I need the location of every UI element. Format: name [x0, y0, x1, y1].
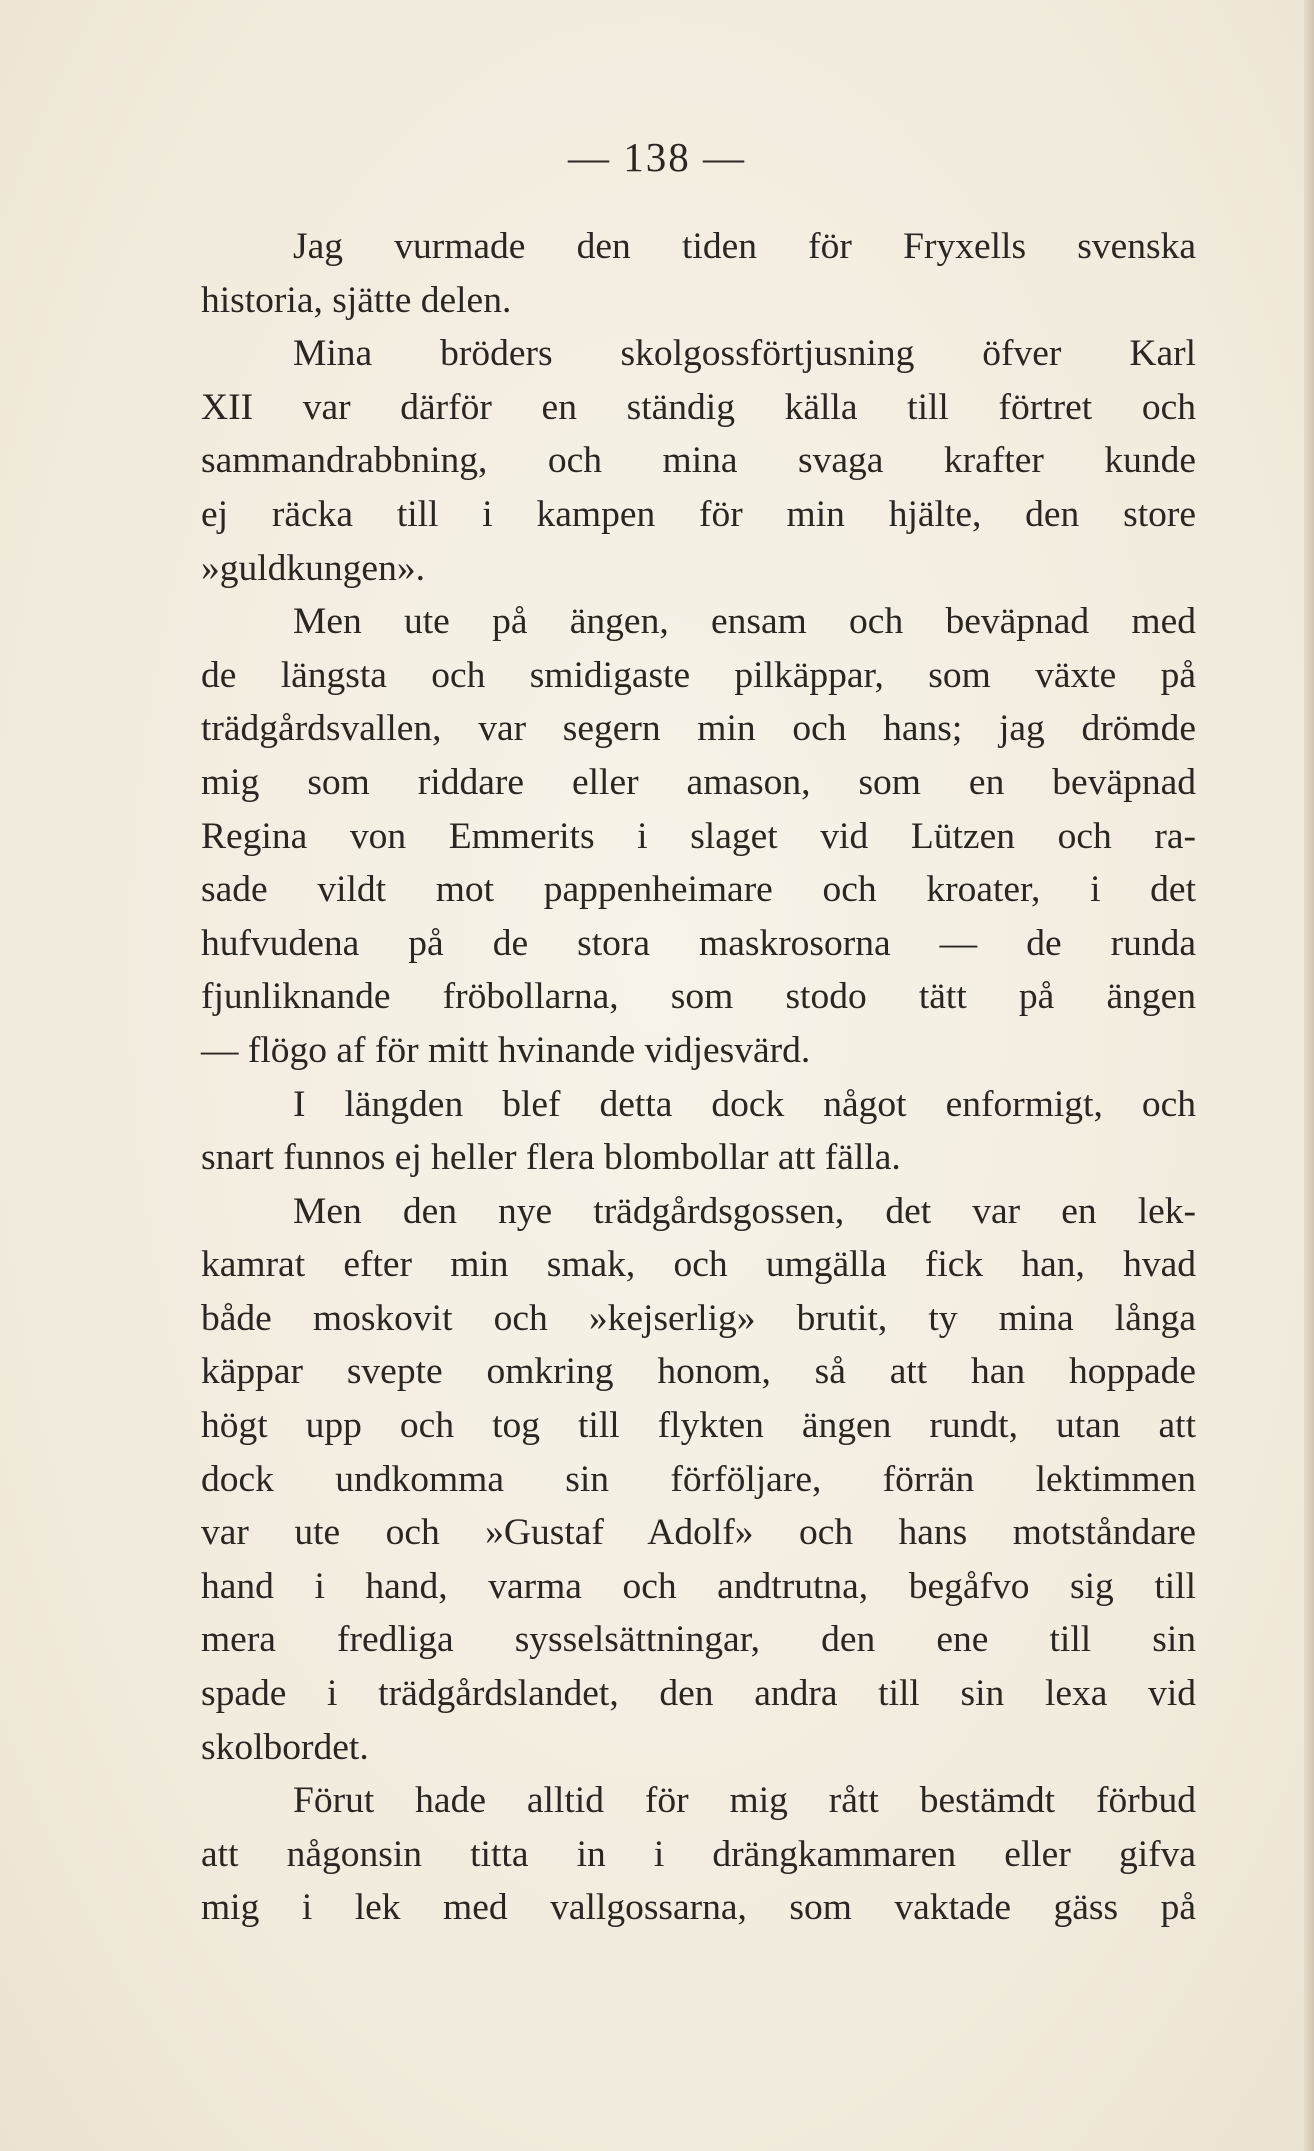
text-line: både moskovit och »kejserlig» brutit, ty mina långa: [201, 1297, 1196, 1339]
text-line: snart funnos ej heller flera blombollar att fälla.: [201, 1137, 901, 1179]
text-line: dock undkomma sin förföljare, förrän lektimmen: [201, 1458, 1196, 1500]
text-line: Förut hade alltid för mig rått bestämdt förbud: [293, 1780, 1196, 1822]
text-line: sammandrabbning, och mina svaga krafter kunde: [201, 440, 1196, 482]
text-line: högt upp och tog till flykten ängen rundt, utan att: [201, 1405, 1196, 1447]
text-line: Men ute på ängen, ensam och beväpnad med: [293, 601, 1196, 643]
text-line: skolbordet.: [201, 1726, 369, 1768]
text-line: Jag vurmade den tiden för Fryxells svenska: [293, 226, 1196, 267]
text-line: XII var därför en ständig källa till förtret och: [201, 386, 1196, 428]
text-line: ej räcka till i kampen för min hjälte, den store: [201, 493, 1196, 535]
text-line: hufvudena på de stora maskrosorna — de runda: [201, 922, 1196, 964]
text-line: — flögo af för mitt hvinande vidjesvärd.: [201, 1029, 811, 1071]
text-line: mig i lek med vallgossarna, som vaktade gäss på: [201, 1887, 1196, 1929]
text-line: var ute och »Gustaf Adolf» och hans motståndare: [201, 1512, 1196, 1554]
text-line: trädgårdsvallen, var segern min och hans; jag drömde: [201, 708, 1196, 750]
page-number: — 138 —: [568, 134, 746, 180]
text-line: att någonsin titta in i drängkammaren eller gifva: [201, 1833, 1196, 1875]
text-line: mera fredliga sysselsättningar, den ene till sin: [201, 1619, 1196, 1661]
text-line: käppar svepte omkring honom, så att han hoppade: [201, 1351, 1196, 1393]
text-line: kamrat efter min smak, och umgälla fick han, hvad: [201, 1244, 1196, 1286]
text-line: fjunliknande fröbollarna, som stodo tätt på ängen: [201, 976, 1196, 1018]
text-line: Men den nye trädgårdsgossen, det var en lek-: [293, 1190, 1196, 1232]
text-line: hand i hand, varma och andtrutna, begåfvo sig till: [201, 1565, 1196, 1607]
text-line: mig som riddare eller amason, som en beväpnad: [201, 761, 1196, 803]
text-line: »guldkungen».: [201, 547, 425, 589]
text-line: Mina bröders skolgossförtjusning öfver Karl: [293, 333, 1196, 375]
text-line: historia, sjätte delen.: [201, 279, 512, 321]
text-line: de längsta och smidigaste pilkäppar, som växte på: [201, 654, 1196, 696]
text-line: sade vildt mot pappenheimare och kroater, i det: [201, 869, 1196, 911]
text-line: Regina von Emmerits i slaget vid Lützen och ra-: [201, 815, 1196, 857]
text-line: spade i trädgårdslandet, den andra till sin lexa vid: [201, 1673, 1196, 1715]
page-edge-shadow: [1304, 0, 1314, 2151]
text-line: I längden blef detta dock något enformigt, och: [293, 1083, 1196, 1125]
body-text: [201, 220, 1196, 1935]
